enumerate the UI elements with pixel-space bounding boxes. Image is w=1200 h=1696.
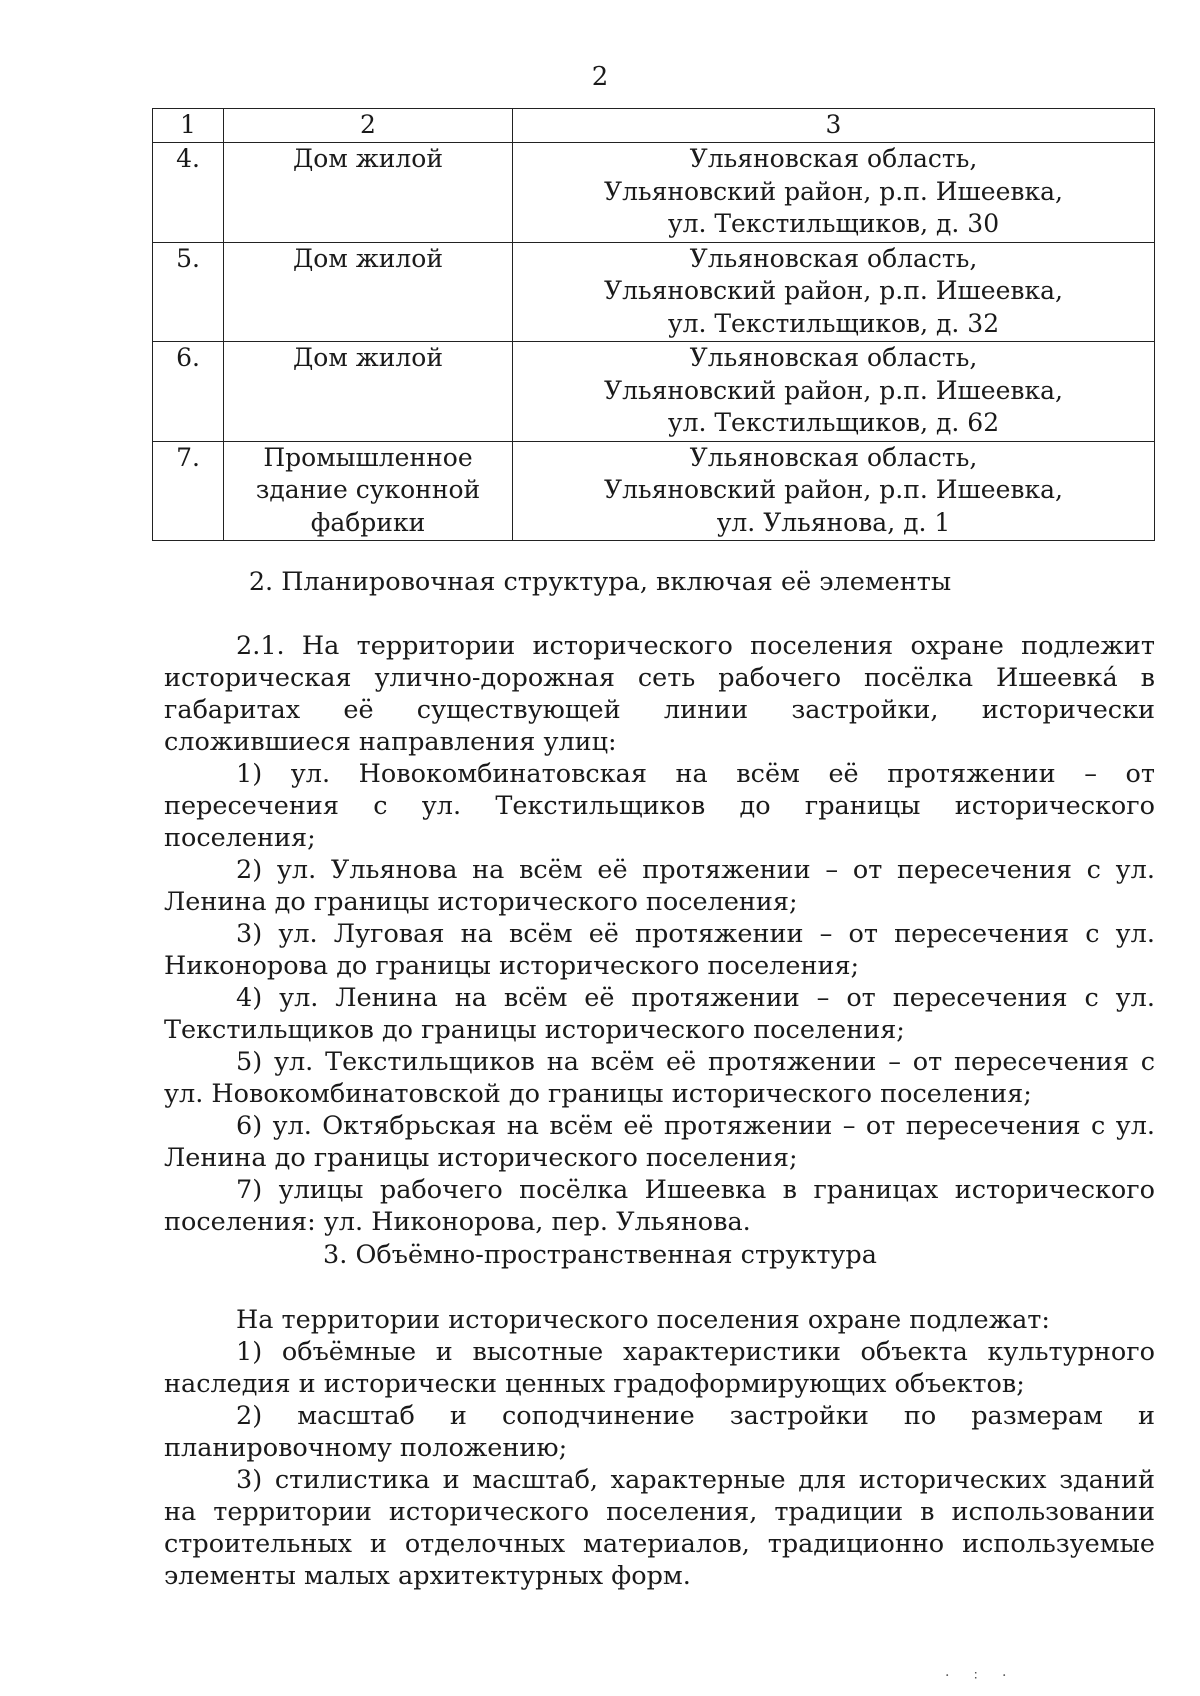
object-name-line: Дом жилой <box>292 243 444 273</box>
address-line: Ульяновская область, <box>689 144 978 173</box>
object-name-line: здание суконной <box>255 475 481 504</box>
object-name <box>224 342 513 442</box>
section-3-intro: На территории исторического поселения охране подлежат: <box>236 1305 1051 1335</box>
objects-table <box>152 108 1155 541</box>
list-item: 2) масштаб и соподчинение застройки по размерам и планировочному положению; <box>164 1401 1155 1463</box>
list-item: 4) ул. Ленина на всём её протяжении – от пересечения с ул. Текстильщиков до границы исторического поселения; <box>164 983 1155 1045</box>
object-address <box>513 143 1155 243</box>
table-header-cell: 1 <box>153 109 224 143</box>
address-line: ул. Текстильщиков, д. 32 <box>667 308 1000 338</box>
section-2-body <box>164 630 1155 1238</box>
page-number: 2 <box>591 62 609 92</box>
scan-artifact: · ∶ · <box>945 1668 1017 1684</box>
table-row <box>153 441 1155 541</box>
object-address <box>513 342 1155 442</box>
address-line: ул. Ульянова, д. 1 <box>716 507 951 537</box>
address-line: Ульяновский район, р.п. Ишеевка, <box>604 176 1063 206</box>
object-name-line: Дом жилой <box>292 343 444 372</box>
address-line: Ульяновский район, р.п. Ишеевка, <box>604 276 1063 305</box>
row-number: 7. <box>153 441 224 541</box>
section-2-title: 2. Планировочная структура, включая её элементы <box>248 567 952 597</box>
address-line: ул. Текстильщиков, д. 30 <box>667 209 1000 238</box>
address-line: Ульяновский район, р.п. Ишеевка, <box>604 475 1063 504</box>
list-item: 6) ул. Октябрьская на всём её протяжении – от пересечения с ул. Ленина до границы исторического поселения; <box>164 1111 1155 1173</box>
list-item: 3) ул. Луговая на всём её протяжении – от пересечения с ул. Никонорова до границы исторического поселения; <box>164 919 1155 981</box>
object-name-line: фабрики <box>310 507 426 537</box>
list-item: 7) улицы рабочего посёлка Ишеевка в границах исторического поселения: ул. Никонорова, пер. Ульянова. <box>164 1175 1155 1237</box>
list-item: 1) ул. Новокомбинатовская на всём её протяжении – от пересечения с ул. Текстильщиков до границы исторического поселения; <box>164 759 1155 853</box>
table-row <box>153 342 1155 442</box>
row-number: 5. <box>153 242 224 342</box>
list-item: 3) стилистика и масштаб, характерные для исторических зданий на территории исторического поселения, традиции в использовании строительных и отделочных материалов, традиционно используемые элементы малых архитектурных форм. <box>164 1465 1155 1591</box>
list-item: 1) объёмные и высотные характеристики объекта культурного наследия и исторически ценных градоформирующих объектов; <box>164 1337 1155 1399</box>
row-number: 6. <box>153 342 224 442</box>
table-header-row <box>153 109 1155 143</box>
address-line: Ульяновская область, <box>689 243 978 273</box>
object-name <box>224 143 513 243</box>
table-row <box>153 143 1155 243</box>
section-3-body <box>164 1304 1155 1592</box>
table-row <box>153 242 1155 342</box>
table-header-cell: 3 <box>513 109 1155 143</box>
section-3-title: 3. Объёмно-пространственная структура <box>323 1240 877 1270</box>
address-line: Ульяновская область, <box>689 343 978 372</box>
paragraph-2-1: 2.1. На территории исторического поселения охране подлежит историческая улично-дорожная сеть рабочего посёлка Ишеевка́ в габаритах её существующей линии застройки, исторически сложившиеся направления улиц: <box>164 631 1155 757</box>
address-line: Ульяновская область, <box>689 442 978 472</box>
address-line: ул. Текстильщиков, д. 62 <box>667 408 1000 437</box>
row-number: 4. <box>153 143 224 243</box>
object-name <box>224 441 513 541</box>
object-address <box>513 441 1155 541</box>
list-item: 5) ул. Текстильщиков на всём её протяжении – от пересечения с ул. Новокомбинатовской до границы исторического поселения; <box>164 1047 1155 1109</box>
object-address <box>513 242 1155 342</box>
object-name-line: Промышленное <box>263 442 473 472</box>
table-header-cell: 2 <box>224 109 513 143</box>
address-line: Ульяновский район, р.п. Ишеевка, <box>604 375 1063 405</box>
list-item: 2) ул. Ульянова на всём её протяжении – от пересечения с ул. Ленина до границы исторического поселения; <box>164 855 1155 917</box>
object-name <box>224 242 513 342</box>
object-name-line: Дом жилой <box>292 144 444 173</box>
